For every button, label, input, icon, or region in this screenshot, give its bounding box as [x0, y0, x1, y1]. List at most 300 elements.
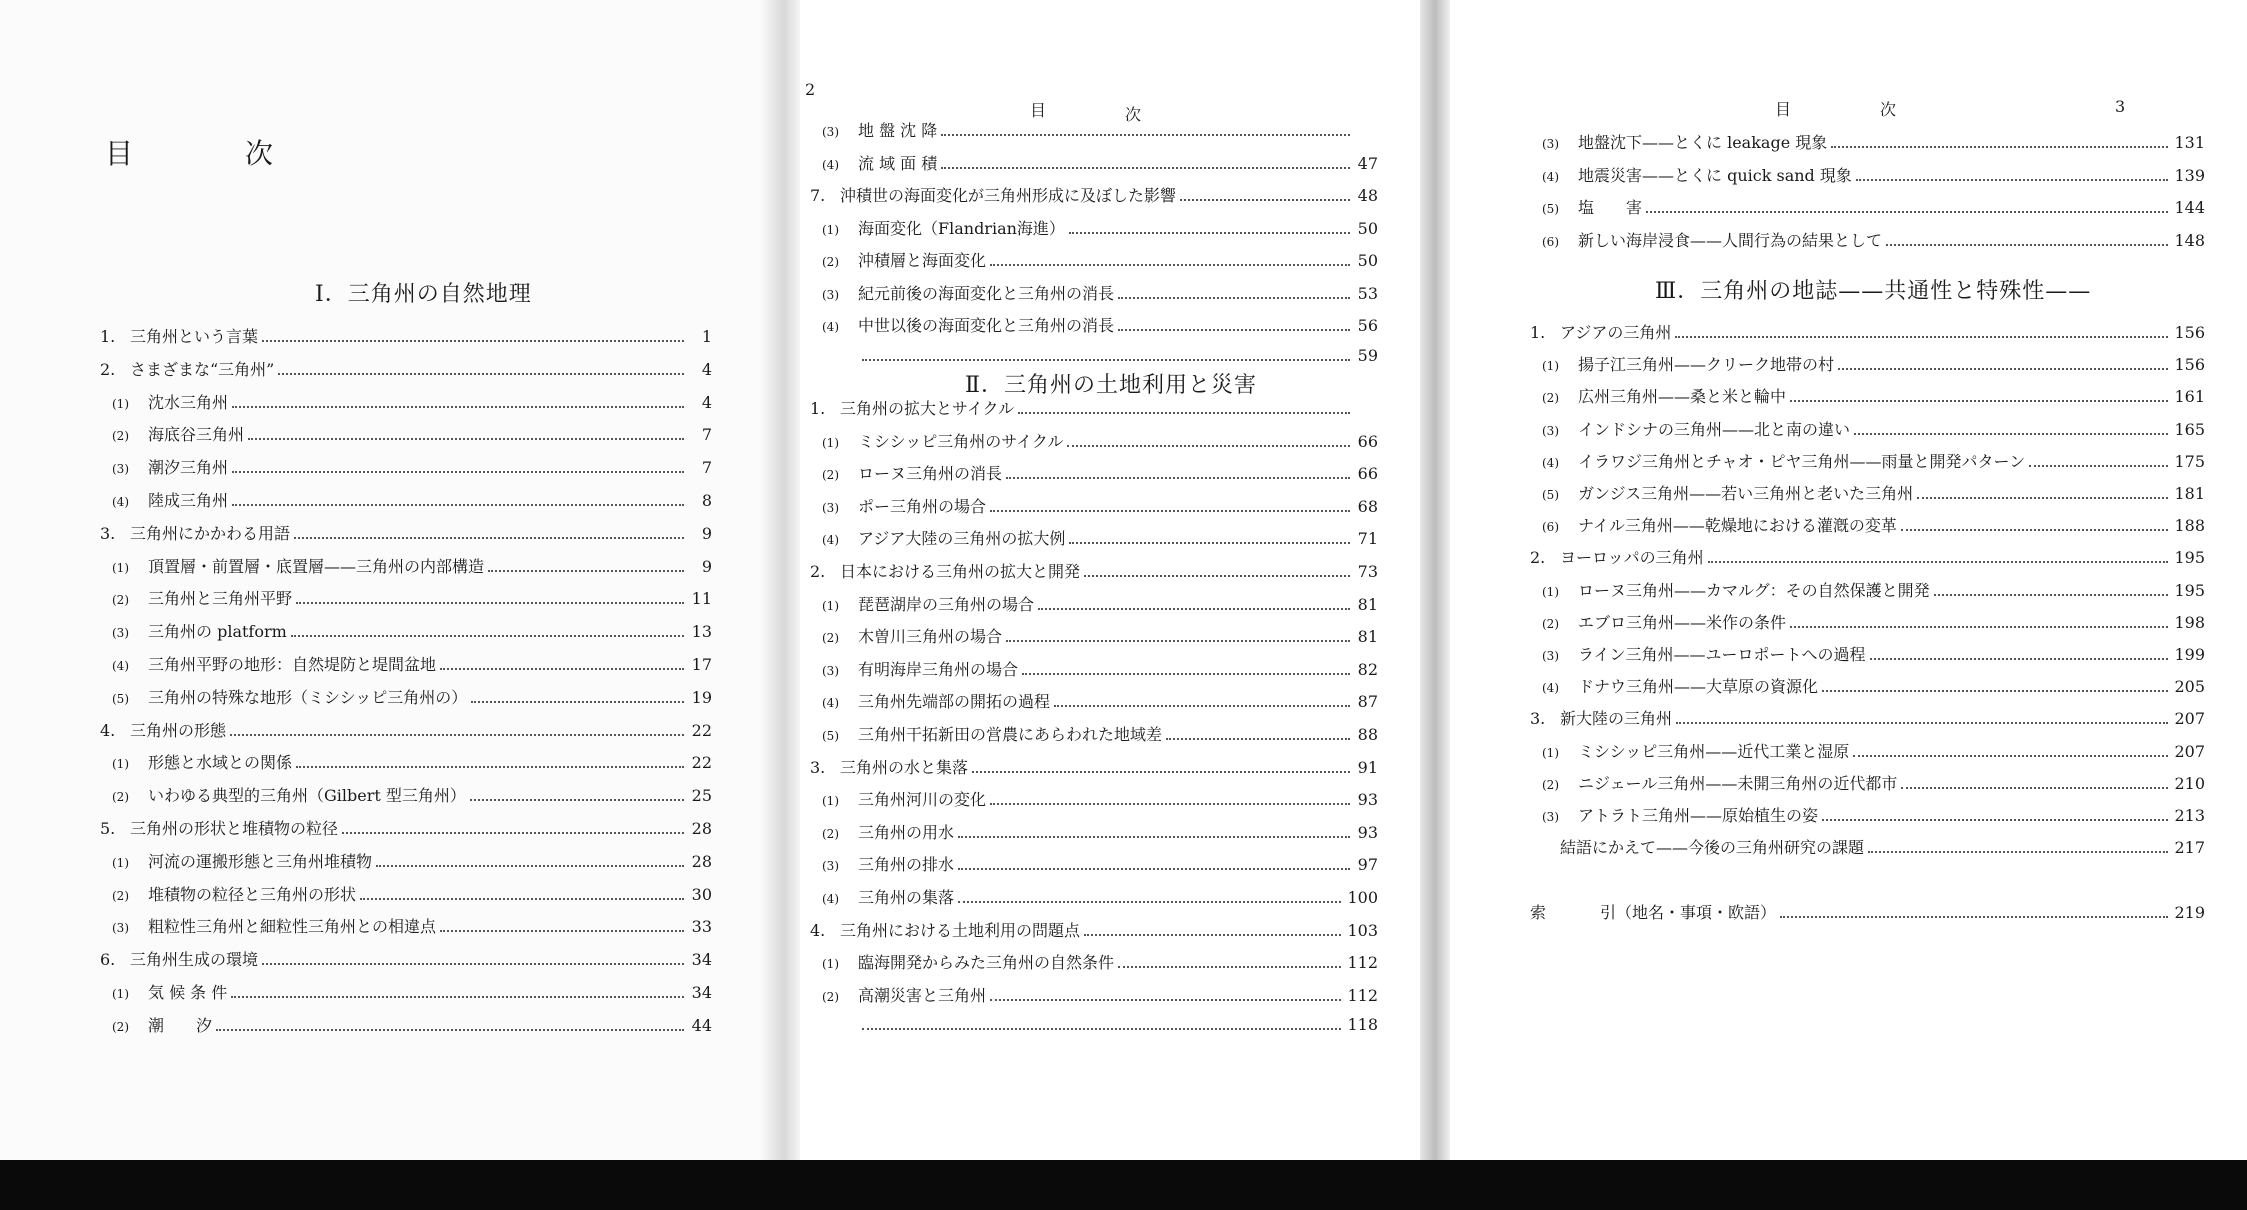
- entry-number: (1): [112, 757, 129, 772]
- entry-page: 66: [1357, 464, 1378, 484]
- book-gutter-right: [1420, 0, 1450, 1210]
- entry-title: 三角州の集落: [858, 888, 955, 907]
- entry-number: (2): [112, 593, 129, 608]
- entry-title: いわゆる典型的三角州（Gilbert 型三角州）: [148, 786, 466, 806]
- entry-page: 25: [691, 786, 712, 806]
- entry-title: 三角州にかかわる用語: [130, 523, 291, 543]
- entry-page: 88: [1357, 725, 1378, 744]
- entry-title: 三角州の特殊な地形（ミシシッピ三角州の）: [148, 687, 468, 707]
- toc-entry: [1542, 130, 2205, 153]
- leader-dots: [862, 1028, 1341, 1030]
- entry-title: ローヌ三角州——カマルグ：その自然保護と開発: [1578, 580, 1930, 600]
- toc-heading-ji: 次: [245, 137, 276, 170]
- leader-dots: [232, 471, 684, 473]
- toc-entry: [822, 885, 1378, 908]
- entry-number: (5): [822, 729, 839, 743]
- toc-entry: [810, 559, 1378, 582]
- entry-page: 118: [1347, 1015, 1378, 1035]
- entry-page: 131: [2174, 133, 2205, 152]
- leader-dots: [488, 570, 684, 572]
- entry-page: 34: [691, 950, 712, 970]
- toc-entry: [822, 983, 1378, 1006]
- entry-page: 9: [701, 556, 712, 576]
- leader-dots: [1069, 542, 1350, 544]
- entry-title: ガンジス三角州——若い三角州と老いた三角州: [1578, 484, 1914, 503]
- entry-number: 4.: [810, 920, 826, 940]
- entry-title: 海底谷三角州: [148, 425, 245, 445]
- entry-page: 82: [1357, 659, 1378, 679]
- entry-title: ミシシッピ三角州のサイクル: [858, 431, 1064, 451]
- entry-number: (5): [112, 691, 129, 706]
- entry-page: 71: [1357, 529, 1378, 549]
- index-label-sa: 索: [1530, 903, 1547, 922]
- entry-page: 1: [701, 327, 712, 346]
- entry-page: 28: [691, 851, 712, 871]
- index-entry: [1530, 900, 2205, 923]
- toc-entry: [822, 346, 1378, 365]
- entry-number: (4): [822, 533, 839, 548]
- toc-entry: [810, 918, 1378, 941]
- entry-page: 156: [2174, 355, 2205, 375]
- entry-page: 207: [2174, 741, 2205, 761]
- entry-page: 103: [1347, 920, 1378, 940]
- entry-title: 三角州の platform: [148, 622, 287, 642]
- entry-title: 結語にかえて——今後の三角州研究の課題: [1560, 838, 1865, 858]
- entry-title: 三角州という言葉: [130, 327, 259, 346]
- entry-title: 頂置層・前置層・底置層——三角州の内部構造: [148, 556, 485, 576]
- leader-dots: [1854, 433, 2168, 435]
- toc-entry: [112, 390, 712, 413]
- toc-entry: [822, 657, 1378, 680]
- entry-title: 三角州の形状と堆積物の粒径: [130, 819, 339, 838]
- entry-page: 28: [691, 819, 712, 838]
- entry-page: 175: [2174, 451, 2205, 471]
- entry-page: 205: [2174, 677, 2205, 697]
- toc-entry: [112, 455, 712, 478]
- toc-entry: [822, 722, 1378, 745]
- entry-page: 44: [691, 1015, 712, 1035]
- entry-title: 三角州の排水: [858, 855, 955, 875]
- leader-dots: [1790, 626, 2168, 628]
- part-2-title: Ⅱ．三角州の土地利用と災害: [965, 373, 1257, 398]
- scan-bottom-edge: [0, 1160, 2247, 1210]
- part-3-title: Ⅲ．三角州の地誌——共通性と特殊性——: [1655, 279, 2092, 304]
- toc-entry: [1542, 481, 2205, 504]
- entry-title: 三角州干拓新田の営農にあらわれた地域差: [858, 725, 1163, 744]
- entry-page: 139: [2174, 165, 2205, 185]
- page-number: 2: [805, 80, 816, 99]
- entry-title: 三角州の用水: [858, 822, 955, 842]
- entry-number: 2.: [100, 359, 116, 379]
- entry-page: 210: [2174, 773, 2205, 793]
- entry-number: (2): [1542, 777, 1559, 792]
- entry-number: 7.: [810, 186, 826, 205]
- entry-title: 三角州と三角州平野: [148, 589, 293, 609]
- entry-page: 7: [701, 425, 712, 445]
- entry-title: 堆積物の粒径と三角州の形状: [148, 884, 357, 904]
- entry-number: 6.: [100, 950, 116, 970]
- entry-title: エブロ三角州——米作の条件: [1578, 612, 1787, 632]
- leader-dots: [1067, 445, 1350, 447]
- entry-title: 新大陸の三角州: [1560, 709, 1673, 729]
- entry-page: 56: [1357, 316, 1378, 335]
- leader-dots: [958, 901, 1341, 903]
- page-number: 3: [2115, 97, 2126, 116]
- toc-entry: [1542, 195, 2205, 218]
- entry-title: イラワジ三角州とチャオ・ピヤ三角州——雨量と開発パターン: [1578, 451, 2026, 471]
- toc-entry: [822, 151, 1378, 174]
- toc-entry: [1542, 352, 2205, 375]
- toc-entry: [1542, 610, 2205, 633]
- entry-number: (1): [112, 396, 129, 411]
- entry-title: 高潮災害と三角州: [858, 985, 987, 1005]
- entry-title: ポー三角州の場合: [858, 496, 987, 516]
- entry-title: アトラト三角州——原始植生の姿: [1578, 806, 1819, 825]
- entry-number: (3): [822, 859, 839, 874]
- entry-title: 沈水三角州: [148, 392, 229, 412]
- entry-number: (4): [112, 495, 129, 509]
- entry-title: 地震災害——とくに quick sand 現象: [1578, 165, 1852, 185]
- entry-number: (4): [822, 157, 839, 172]
- entry-number: (1): [822, 435, 839, 450]
- entry-title: インドシナの三角州——北と南の違い: [1578, 419, 1851, 439]
- toc-entry: [1530, 706, 2205, 729]
- entry-page: 19: [691, 687, 712, 707]
- entry-title: 潮汐三角州: [148, 458, 229, 478]
- toc-entry: [822, 429, 1378, 452]
- entry-number: (3): [1542, 137, 1559, 151]
- entry-title: アジアの三角州: [1560, 323, 1672, 342]
- leader-dots: [1084, 575, 1350, 577]
- entry-number: (4): [822, 892, 839, 906]
- toc-entry: [100, 521, 712, 544]
- entry-page: 59: [1357, 345, 1378, 365]
- entry-title: 潮 汐: [148, 1015, 213, 1035]
- entry-title: 臨海開発からみた三角州の自然条件: [858, 953, 1115, 973]
- entry-number: (1): [1542, 359, 1559, 374]
- toc-entry: [1530, 835, 2205, 858]
- entry-title: ミシシッピ三角州——近代工業と湿原: [1578, 741, 1850, 761]
- leader-dots: [941, 134, 1350, 136]
- entry-page: 195: [2174, 548, 2205, 568]
- toc-entry: [112, 849, 712, 872]
- toc-entry: [1542, 642, 2205, 665]
- entry-number: (2): [112, 429, 129, 444]
- middle-page: [785, 0, 1445, 1210]
- toc-entry: [1542, 384, 2205, 407]
- entry-page: 50: [1357, 218, 1378, 238]
- entry-page: 33: [691, 917, 712, 937]
- leader-dots: [376, 865, 684, 867]
- entry-number: (6): [1542, 234, 1559, 249]
- entry-title: 日本における三角州の拡大と開発: [840, 562, 1081, 581]
- entry-page: 144: [2174, 198, 2205, 217]
- entry-number: (1): [112, 987, 129, 1001]
- entry-page: 68: [1357, 496, 1378, 516]
- entry-number: (1): [1542, 745, 1559, 760]
- entry-page: 148: [2174, 230, 2205, 250]
- leader-dots: [1069, 232, 1350, 234]
- book-gutter-left: [760, 0, 800, 1210]
- entry-number: 3.: [810, 757, 826, 777]
- entry-number: 1.: [810, 399, 826, 418]
- entry-page: 7: [701, 458, 712, 478]
- leader-dots: [1856, 179, 2169, 181]
- entry-title: 沖積世の海面変化が三角州形成に及ぼした影響: [840, 186, 1177, 205]
- leader-dots: [248, 438, 684, 440]
- toc-entry: [112, 586, 712, 609]
- entry-page: 4: [701, 392, 712, 412]
- entry-page: 81: [1357, 627, 1378, 647]
- toc-entry: [1542, 228, 2205, 251]
- leader-dots: [1018, 412, 1350, 414]
- leader-dots: [941, 167, 1350, 169]
- leader-dots: [990, 803, 1350, 805]
- entry-title: ドナウ三角州——大草原の資源化: [1578, 677, 1819, 697]
- entry-number: (2): [112, 888, 129, 903]
- entry-title: ナイル三角州——乾燥地における灌漑の変革: [1578, 516, 1897, 536]
- entry-page: 50: [1357, 251, 1378, 270]
- toc-entry: [822, 494, 1378, 517]
- toc-entry: [100, 357, 712, 380]
- toc-entry: [822, 592, 1378, 615]
- entry-page: 13: [691, 622, 712, 642]
- toc-entry: [1542, 513, 2205, 536]
- entry-title: 海面変化（Flandrian海進）: [858, 218, 1065, 238]
- left-page: [0, 0, 785, 1210]
- entry-page: 213: [2174, 806, 2205, 825]
- entry-page: 22: [691, 753, 712, 773]
- toc-entry: [100, 816, 712, 839]
- entry-number: (2): [822, 255, 839, 269]
- entry-number: 1.: [1530, 323, 1546, 342]
- entry-number: (3): [822, 500, 839, 515]
- right-page: [1445, 0, 2247, 1210]
- toc-entry: [100, 947, 712, 970]
- toc-entry: [822, 1015, 1378, 1034]
- entry-number: (4): [822, 696, 839, 711]
- toc-entry: [112, 652, 712, 675]
- entry-page: 112: [1347, 985, 1378, 1005]
- entry-page: 22: [691, 720, 712, 740]
- toc-entry: [822, 820, 1378, 843]
- leader-dots: [862, 359, 1350, 361]
- leader-dots: [1038, 608, 1350, 610]
- leader-dots: [342, 832, 684, 834]
- entry-number: (5): [1542, 202, 1559, 216]
- entry-title: 沖積層と海面変化: [858, 251, 987, 270]
- leader-dots: [1934, 594, 2169, 596]
- leader-dots: [440, 668, 684, 670]
- toc-entry: [1530, 545, 2205, 568]
- leader-dots: [1917, 497, 2168, 499]
- toc-entry: [822, 852, 1378, 875]
- leader-dots: [231, 996, 684, 998]
- leader-dots: [958, 836, 1350, 838]
- entry-number: (4): [1542, 681, 1559, 696]
- entry-title: さまざまな“三角州”: [130, 359, 275, 379]
- toc-entry: [1542, 771, 2205, 794]
- entry-title: 揚子江三角州——クリーク地帯の村: [1578, 355, 1835, 375]
- leader-dots: [1006, 640, 1350, 642]
- toc-entry: [112, 750, 712, 773]
- leader-dots: [1708, 561, 2169, 563]
- entry-title: 塩 害: [1578, 198, 1643, 217]
- entry-page: 17: [691, 655, 712, 674]
- entry-title: 地 盤 沈 降: [858, 121, 938, 140]
- entry-title: 三角州における土地利用の問題点: [840, 920, 1081, 940]
- entry-title: 陸成三角州: [148, 491, 229, 510]
- leader-dots: [294, 537, 684, 539]
- toc-entry: [1542, 449, 2205, 472]
- leader-dots: [1790, 400, 2168, 402]
- entry-title: 有明海岸三角州の場合: [858, 659, 1019, 679]
- entry-number: (3): [822, 287, 839, 302]
- toc-entry: [810, 396, 1378, 419]
- entry-title: ライン三角州——ユーロポートへの過程: [1578, 645, 1866, 664]
- leader-dots: [1118, 966, 1341, 968]
- entry-title: 紀元前後の海面変化と三角州の消長: [858, 283, 1115, 303]
- entry-page: 48: [1357, 186, 1378, 205]
- entry-page: 156: [2174, 323, 2205, 342]
- leader-dots: [1675, 336, 2168, 338]
- entry-number: (2): [822, 468, 839, 483]
- entry-number: (3): [1542, 423, 1559, 438]
- toc-entry: [112, 783, 712, 806]
- entry-number: (2): [112, 1019, 129, 1034]
- entry-number: (2): [1542, 391, 1559, 406]
- leader-dots: [1022, 673, 1350, 675]
- leader-dots: [990, 999, 1341, 1001]
- toc-entry: [822, 624, 1378, 647]
- entry-page: 8: [701, 491, 712, 510]
- toc-entry: [822, 950, 1378, 973]
- entry-title: 三角州先端部の開拓の過程: [858, 692, 1051, 712]
- toc-entry: [1542, 739, 2205, 762]
- entry-page: 207: [2174, 709, 2205, 729]
- running-head-moku: 目: [1775, 100, 1792, 119]
- entry-page: 100: [1347, 888, 1378, 907]
- entry-page: 97: [1357, 855, 1378, 875]
- toc-entry: [112, 619, 712, 642]
- entry-number: 4.: [100, 720, 116, 740]
- entry-page: 87: [1357, 692, 1378, 712]
- entry-page: 195: [2174, 580, 2205, 600]
- entry-number: (3): [112, 462, 129, 477]
- toc-entry: [822, 787, 1378, 810]
- entry-title: ローヌ三角州の消長: [858, 464, 1003, 484]
- entry-number: (2): [112, 790, 129, 805]
- entry-number: (2): [1542, 616, 1559, 631]
- leader-dots: [262, 963, 684, 965]
- entry-number: (3): [822, 663, 839, 678]
- leader-dots: [1166, 738, 1350, 740]
- entry-title: 三角州河川の変化: [858, 790, 987, 810]
- entry-number: (1): [822, 957, 839, 972]
- leader-dots: [1822, 819, 2168, 821]
- entry-number: 3.: [100, 523, 116, 543]
- entry-title: 三角州の形態: [130, 720, 227, 740]
- leader-dots: [278, 373, 684, 375]
- entry-page: 93: [1357, 822, 1378, 842]
- entry-number: 2.: [1530, 548, 1546, 568]
- index-label: 引（地名・事項・欧語）: [1600, 903, 1777, 922]
- leader-dots: [1886, 244, 2168, 246]
- leader-dots: [1838, 368, 2168, 370]
- entry-title: 三角州平野の地形：自然堤防と堤間盆地: [148, 655, 437, 674]
- toc-entry: [822, 461, 1378, 484]
- entry-page: 34: [691, 983, 712, 1002]
- leader-dots: [232, 406, 684, 408]
- toc-entry: [100, 718, 712, 741]
- entry-title: 形態と水域との関係: [148, 753, 293, 773]
- entry-page: 188: [2174, 516, 2205, 536]
- leader-dots: [1054, 705, 1350, 707]
- leader-dots: [1853, 755, 2168, 757]
- entry-title: 三角州の拡大とサイクル: [840, 399, 1015, 418]
- leader-dots: [1901, 529, 2169, 531]
- entry-title: 三角州生成の環境: [130, 950, 259, 970]
- toc-entry: [1542, 578, 2205, 601]
- leader-dots: [470, 799, 684, 801]
- entry-number: (6): [1542, 520, 1559, 535]
- toc-entry: [822, 313, 1378, 336]
- entry-number: (2): [822, 826, 839, 841]
- entry-number: (1): [112, 855, 129, 870]
- toc-entry: [112, 1013, 712, 1036]
- running-head-ji: 次: [1880, 100, 1897, 119]
- toc-entry: [112, 554, 712, 577]
- entry-title: 流 域 面 積: [858, 153, 938, 173]
- toc-entry: [822, 281, 1378, 304]
- toc-entry: [1542, 674, 2205, 697]
- entry-page: 181: [2174, 484, 2205, 503]
- leader-dots: [1868, 851, 2168, 853]
- leader-dots: [216, 1029, 684, 1031]
- entry-number: 3.: [1530, 709, 1546, 729]
- toc-entry: [112, 882, 712, 905]
- toc-entry: [822, 689, 1378, 712]
- toc-entry: [112, 685, 712, 708]
- toc-entry: [1542, 417, 2205, 440]
- entry-title: 地盤沈下——とくに leakage 現象: [1578, 133, 1828, 152]
- leader-dots: [1901, 787, 2168, 789]
- entry-number: (5): [1542, 488, 1559, 502]
- entry-number: (1): [112, 560, 129, 575]
- leader-dots: [1180, 199, 1350, 201]
- entry-page: 81: [1357, 594, 1378, 614]
- leader-dots: [1780, 916, 2168, 918]
- entry-page: 198: [2174, 612, 2205, 632]
- entry-title: 広州三角州——桑と米と輪中: [1578, 387, 1787, 407]
- entry-page: 30: [691, 884, 712, 904]
- entry-number: (3): [1542, 649, 1559, 663]
- leader-dots: [1822, 690, 2168, 692]
- entry-number: (3): [112, 626, 129, 641]
- leader-dots: [972, 771, 1350, 773]
- entry-page: 53: [1357, 283, 1378, 303]
- toc-entry: [112, 422, 712, 445]
- entry-number: 2.: [810, 562, 826, 581]
- toc-entry: [100, 324, 712, 347]
- entry-page: 73: [1357, 562, 1378, 581]
- entry-page: 217: [2174, 838, 2205, 858]
- leader-dots: [440, 930, 684, 932]
- leader-dots: [1676, 722, 2168, 724]
- entry-page: 199: [2174, 645, 2205, 664]
- toc-entry: [810, 755, 1378, 778]
- entry-title: 中世以後の海面変化と三角州の消長: [858, 316, 1115, 335]
